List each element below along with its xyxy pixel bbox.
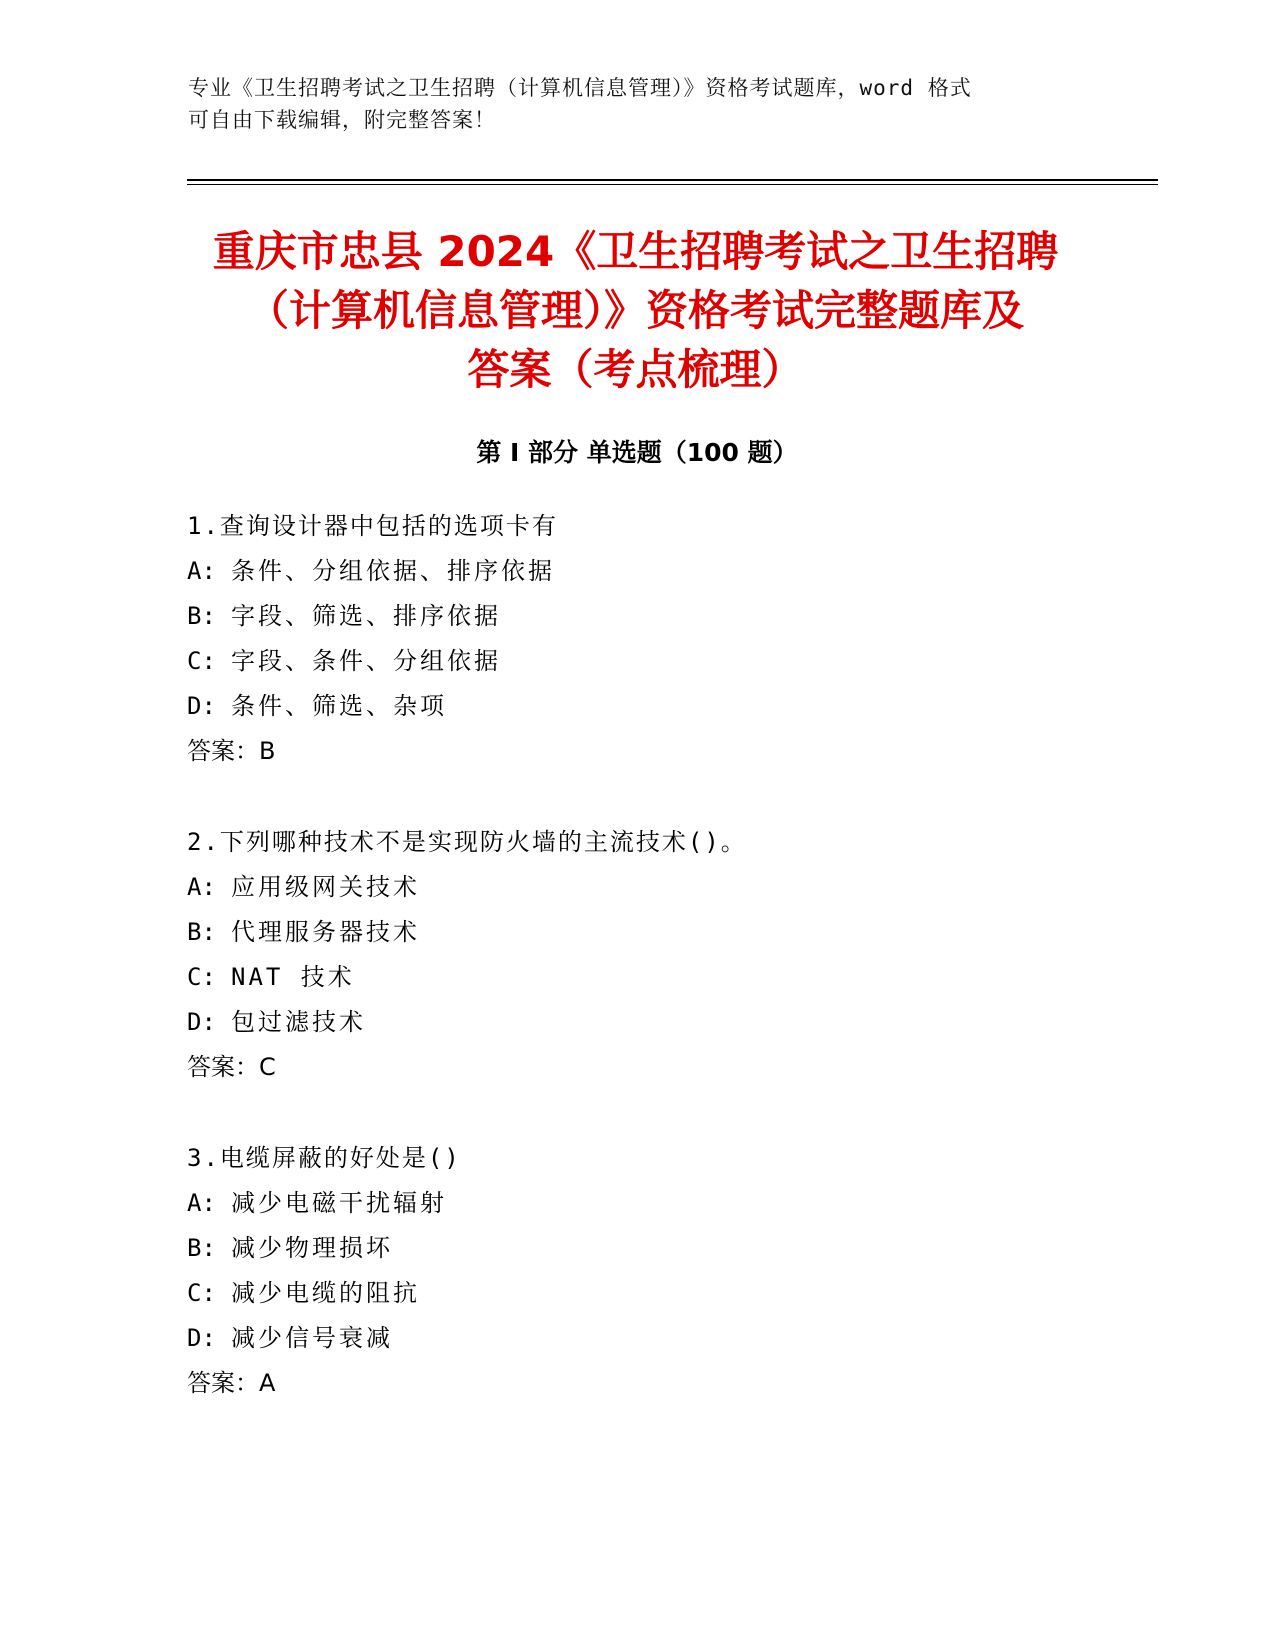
option-text: 减少物理损坏 <box>231 1234 393 1262</box>
option-b <box>187 1226 1087 1271</box>
document-title <box>187 222 1084 399</box>
option-text: 条件、分组依据、排序依据 <box>231 557 555 585</box>
option-b <box>187 594 1087 639</box>
question-item <box>187 1136 1087 1406</box>
document-title-line-1: 重庆市忠县 2024《卫生招聘考试之卫生招聘 <box>212 227 1059 276</box>
header-note-line-1: 专业《卫生招聘考试之卫生招聘（计算机信息管理）》资格考试题库，word 格式 <box>188 76 972 100</box>
option-text: 字段、条件、分组依据 <box>231 647 501 675</box>
option-letter: B: <box>187 1234 216 1262</box>
option-letter: A: <box>187 1189 216 1217</box>
header-note <box>188 72 1088 136</box>
option-c <box>187 1271 1087 1316</box>
option-text: 应用级网关技术 <box>231 873 420 901</box>
option-text: 减少电磁干扰辐射 <box>231 1189 447 1217</box>
option-letter: B: <box>187 602 216 630</box>
option-d <box>187 1000 1087 1045</box>
answer-line: 答案：A <box>187 1369 276 1397</box>
option-text: 字段、筛选、排序依据 <box>231 602 501 630</box>
option-a <box>187 865 1087 910</box>
option-letter: C: <box>187 1279 216 1307</box>
option-letter: A: <box>187 873 216 901</box>
option-b <box>187 910 1087 955</box>
option-c <box>187 955 1087 1000</box>
option-letter: D: <box>187 692 216 720</box>
header-rule-thick <box>187 179 1158 181</box>
question-stem: 2.下列哪种技术不是实现防火墙的主流技术()。 <box>187 828 747 856</box>
option-text: NAT 技术 <box>231 963 355 991</box>
answer-line: 答案：C <box>187 1053 276 1081</box>
option-letter: B: <box>187 918 216 946</box>
question-item <box>187 820 1087 1090</box>
option-a <box>187 549 1087 594</box>
question-stem: 3.电缆屏蔽的好处是() <box>187 1144 461 1172</box>
option-text: 代理服务器技术 <box>231 918 420 946</box>
option-text: 条件、筛选、杂项 <box>231 692 447 720</box>
option-c <box>187 639 1087 684</box>
option-letter: D: <box>187 1008 216 1036</box>
question-stem: 1.查询设计器中包括的选项卡有 <box>187 512 558 540</box>
document-title-line-2: （计算机信息管理）》资格考试完整题库及 <box>246 286 1024 335</box>
option-text: 减少信号衰减 <box>231 1324 393 1352</box>
option-letter: C: <box>187 647 216 675</box>
question-item <box>187 504 1087 774</box>
option-letter: A: <box>187 557 216 585</box>
option-a <box>187 1181 1087 1226</box>
document-title-line-3: 答案（考点梳理） <box>467 345 804 394</box>
option-text: 包过滤技术 <box>231 1008 366 1036</box>
option-text: 减少电缆的阻抗 <box>231 1279 420 1307</box>
header-note-line-2: 可自由下载编辑，附完整答案！ <box>188 108 496 132</box>
option-letter: D: <box>187 1324 216 1352</box>
option-letter: C: <box>187 963 216 991</box>
option-d <box>187 684 1087 729</box>
section-heading: 第 I 部分 单选题（100 题） <box>476 438 798 467</box>
option-d <box>187 1316 1087 1361</box>
answer-line: 答案：B <box>187 737 276 765</box>
header-rule-thin <box>187 184 1158 185</box>
